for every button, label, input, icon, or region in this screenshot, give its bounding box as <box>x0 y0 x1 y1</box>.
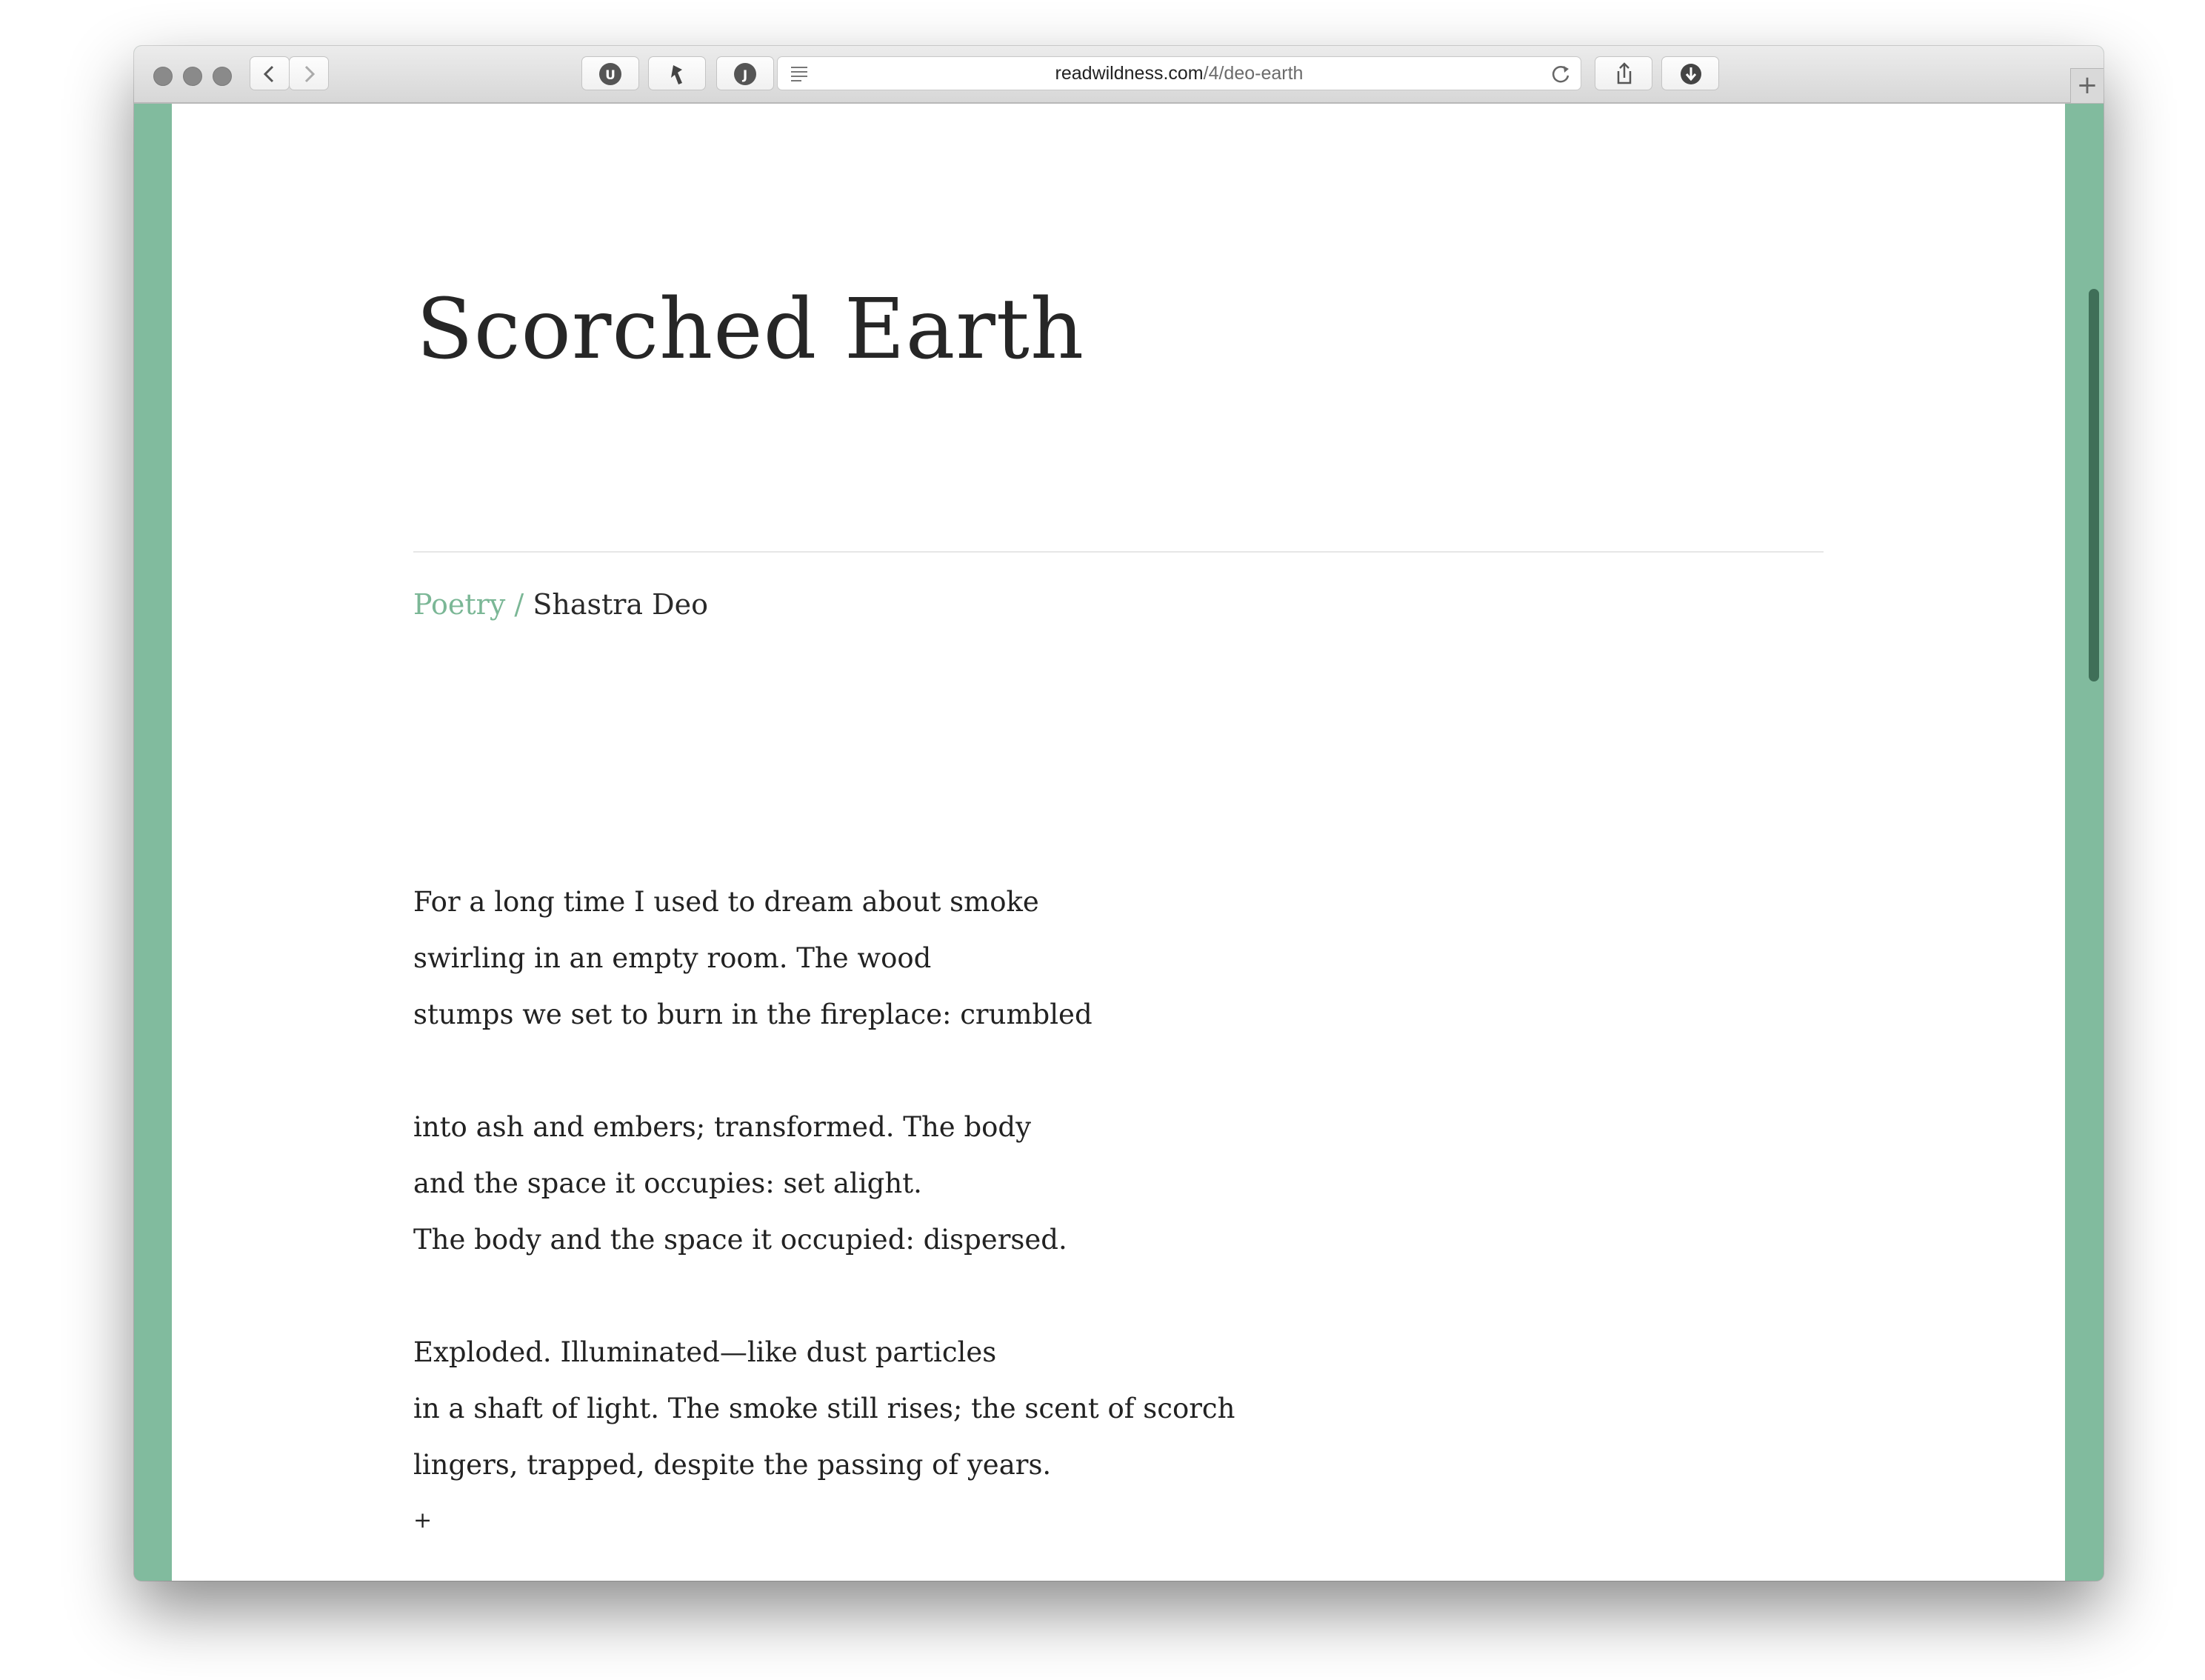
poem-line: swirling in an empty room. The wood <box>413 942 932 974</box>
scrollbar-thumb[interactable] <box>2089 289 2099 681</box>
byline <box>413 588 708 621</box>
new-tab-button[interactable]: + <box>2070 68 2104 103</box>
poem-line: into ash and embers; transformed. The body <box>413 1111 1031 1143</box>
byline-separator: / <box>514 588 524 621</box>
url-domain: readwildness.com <box>1055 63 1204 84</box>
forward-icon <box>290 57 330 91</box>
author-name: Shastra Deo <box>533 588 708 621</box>
script-icon <box>717 57 775 91</box>
stanza <box>413 1324 1235 1493</box>
poem-line: in a shaft of light. The smoke still rises; the scent of scorch <box>413 1393 1235 1424</box>
poem-line: and the space it occupies: set alight. <box>413 1167 922 1199</box>
browser-window <box>134 46 2104 1581</box>
poem-line: lingers, trapped, despite the passing of years. <box>413 1449 1052 1481</box>
ublock-icon <box>582 57 640 91</box>
share-button[interactable] <box>1595 56 1652 90</box>
extension-icon <box>649 57 707 91</box>
back-icon <box>250 57 290 91</box>
browser-toolbar <box>134 46 2104 104</box>
close-window-button[interactable] <box>153 67 173 86</box>
script-extension-button[interactable] <box>716 56 774 90</box>
minimize-window-button[interactable] <box>183 67 202 86</box>
stanza <box>413 1099 1235 1268</box>
extension-button[interactable] <box>648 56 706 90</box>
download-icon <box>1662 57 1720 91</box>
article-title: Scorched Earth <box>416 281 1085 378</box>
ublock-extension-button[interactable] <box>581 56 639 90</box>
back-button[interactable] <box>250 56 290 90</box>
url-path: /4/deo-earth <box>1203 63 1304 84</box>
svg-text:J: J <box>742 68 748 83</box>
end-marker: + <box>413 1507 433 1533</box>
reload-icon[interactable] <box>1545 57 1578 90</box>
url-text <box>778 57 1581 90</box>
share-icon <box>1595 57 1653 91</box>
category-link[interactable]: Poetry <box>413 588 506 621</box>
scrollbar[interactable] <box>2065 104 2104 1581</box>
poem-line: For a long time I used to dream about smoke <box>413 886 1039 918</box>
zoom-window-button[interactable] <box>213 67 232 86</box>
address-bar[interactable] <box>777 56 1581 90</box>
stanza <box>413 874 1235 1043</box>
poem-line: Exploded. Illuminated—like dust particles <box>413 1336 997 1368</box>
svg-text:U: U <box>605 68 616 83</box>
downloads-button[interactable] <box>1661 56 1719 90</box>
web-page <box>172 104 2065 1581</box>
poem-body <box>413 874 1235 1550</box>
forward-button[interactable] <box>289 56 329 90</box>
poem-line: The body and the space it occupied: dispersed. <box>413 1224 1067 1256</box>
title-divider <box>413 551 1824 553</box>
poem-line: stumps we set to burn in the fireplace: crumbled <box>413 999 1093 1030</box>
